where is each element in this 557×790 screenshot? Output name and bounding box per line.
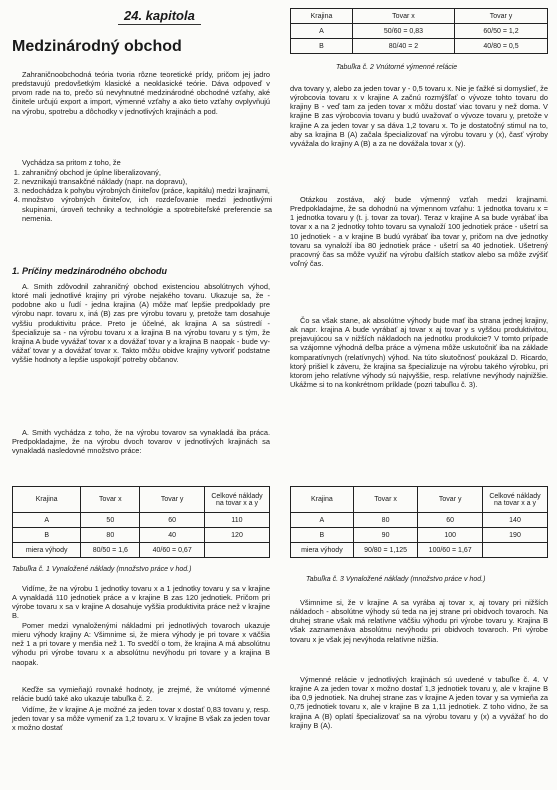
table-cell: A (291, 513, 354, 528)
table-header-cell: Krajina (13, 487, 81, 513)
table-row (13, 528, 270, 543)
table-header-cell: Tovar x (81, 487, 140, 513)
cost-table-1 (12, 486, 270, 558)
table-header-cell: Tovar x (352, 9, 454, 24)
table-cell: 80 (81, 528, 140, 543)
table-cell: B (291, 39, 353, 54)
right-paragraph-4: Všimnime si, že v krajine A sa vyrába aj tovar x, aj tovary pri nižších nákladoch - absolútne výhody sú teda na jej strane pri obidvoch tovaroch. Na druhej strane však má relatívne väčšiu výhodu pri výrobe tovaru y. Krajina B však zaznamenáva absolútnu nevýhodu pri obidvoch tovaroch. Pri výrobe tovaru x je však jej nevýhoda relatívne nižšia. (290, 598, 548, 644)
table-cell: 80/50 = 1,6 (81, 543, 140, 558)
table-cell: 40/80 = 0,5 (454, 39, 547, 54)
table-row (291, 24, 548, 39)
table-header-cell: Tovar y (418, 487, 483, 513)
table-cell: 60/50 = 1,2 (454, 24, 547, 39)
list-item: 2. nevznikajú transakčné náklady (napr. na dopravu), (22, 177, 272, 186)
table-cell: 190 (483, 528, 548, 543)
list-item: 4. množstvo výrobných činiteľov, ich rozdeľovanie medzi jednotlivými skupinami, úroveň techniky a technológie a spotrebiteľské preferencie sa nemenia. (22, 195, 272, 222)
table-header-cell: Tovar y (140, 487, 205, 513)
table-header-cell: Krajina (291, 9, 353, 24)
table-header-cell: Celkové náklady na tovar x a y (483, 487, 548, 513)
table-cell: 100 (418, 528, 483, 543)
list-item: 3. nedochádza k pohybu výrobných činiteľov (práce, kapitálu) medzi krajinami, (22, 186, 272, 195)
paragraph-advantage: Pomer medzi vynaloženými nákladmi pri jednotlivých tovaroch ukazuje mieru výhody krajiny A: Všimnime si, že miera výhody je pri tovare x väčšia než 1 a pri tovare y menšia než 1. To svedčí o tom, že krajina A má absolútnu výhodu pri výrobe tovaru x a absolútnu nevýhodu pri tovare y a krajina B naopak. (12, 621, 270, 667)
table-cell: miera výhody (13, 543, 81, 558)
table-cell: 60 (140, 513, 205, 528)
table-cell (483, 543, 548, 558)
table-cell: 40/60 = 0,67 (140, 543, 205, 558)
table-cell: A (13, 513, 81, 528)
exchange-table-2 (290, 8, 548, 54)
right-paragraph-5: Výmenné relácie v jednotlivých krajinách sú uvedené v tabuľke č. 4. V krajine A za jeden tovar x možno dostať 1,3 jednotiek tovaru y, ale v krajine B iba 0,9 jednotiek. Na druhej strane zas v krajine A jeden tovar y sa vymieňa za 0,75 jednotiek tovaru x, ale v krajine B za 1,11 jednotiek. Z toho vidno, že sa krajina A (B) oplatí špecializovať sa na výrobu tovaru y (x) a vyvážať ho do krajiny B (A). (290, 675, 548, 730)
table-header-cell: Tovar y (454, 9, 547, 24)
table-row (291, 543, 548, 558)
table-header-cell: Tovar x (353, 487, 418, 513)
table-cell: 60 (418, 513, 483, 528)
table-row (291, 513, 548, 528)
table-cell: 50/60 = 0,83 (352, 24, 454, 39)
table-cell: 80 (353, 513, 418, 528)
table-caption-2: Tabuľka č. 2 Vnútorné výmenné relácie (336, 64, 458, 71)
paragraph-ratios: Vidíme, že v krajine A je možné za jeden tovar x dostať 0,83 tovaru y, resp. jeden tovar y sa môže vymeniť za 1,2 tovaru x. V krajine B však za jeden tovar x možno dostať (12, 705, 270, 733)
table-cell: B (291, 528, 354, 543)
table-cell: A (291, 24, 353, 39)
smith-paragraph-1: A. Smith zdôvodnil zahraničný obchod existenciou absolútnych výhod, ktoré mali jednotlivé krajiny pri výrobe nejakého tovaru. Ukazuje sa, že - podobne ako u ľudí - jedna krajina (A) môže mať lepšie predpoklady pre výrobu napr. tovaru x, iná (B) zas pre výrobu tovaru y, pretože tam dosahuje vyššiu produktivitu práce. Preto je účelné, ak krajina A sa sústredí - špecializuje sa - na výrobu tovaru x a krajina B na výrobu tovaru y s tým, že krajina A bude vyvážať tovar x a dovážať tovar y a krajina B naopak - bude vyvážať tovar y a dovážať tovar x. Takto môžu obidve krajiny vytvoriť podstatne vyššie hodnoty a lepšie uspokojiť potreby občanov. (12, 282, 270, 365)
table-cell (205, 543, 270, 558)
table-header-cell: Krajina (291, 487, 354, 513)
table-row (13, 543, 270, 558)
table-header-row (291, 487, 548, 513)
smith-paragraph-2: A. Smith vychádza z toho, že na výrobu tovarov sa vynakladá iba práca. Predpokladajme, že na výrobu dvoch tovarov v jednotlivých krajinách sa vynakladá nasledovné množstvo práce: (12, 428, 270, 456)
table-cell: 40 (140, 528, 205, 543)
right-paragraph-3: Čo sa však stane, ak absolútne výhody bude mať iba strana jednej krajiny, ak napr. krajina A bude vyrábať aj tovar x aj tovar y s vyššou produktivitou, prejavujúcou sa v nižších nákladoch na jednotku produkcie? V tomto prípade sa vzájomne výhodná deľba práce a výmena môže uskutočniť iba na základe komparatívnych (relatívnych) výhod. Na túto skutočnosť poukázal D. Ricardo, ktorý prišiel k záveru, že krajina sa špecializuje na výrobu takého výrobku, pri ktorom jeho relatívne výhody sú najvyššie, resp. relatívne nevýhody najnižšie. Ukážme si to na konkrétnom príklade (pozri tabuľku č. 3). (290, 316, 548, 390)
table-cell: 80/40 = 2 (352, 39, 454, 54)
list-item: 1. zahraničný obchod je úplne liberalizovaný, (22, 168, 272, 177)
table-row (13, 513, 270, 528)
table-cell: 100/60 = 1,67 (418, 543, 483, 558)
cost-table-3 (290, 486, 548, 558)
table-header-row (13, 487, 270, 513)
table-header-row (291, 9, 548, 24)
table-caption-1: Tabuľka č. 1 Vynaložené náklady (množstvo práce v hod.) (12, 566, 192, 573)
table-caption-3: Tabuľka č. 3 Vynaložené náklady (množstvo práce v hod.) (306, 576, 486, 583)
assumptions-list (12, 168, 272, 223)
section-heading: 1. Príčiny medzinárodného obchodu (12, 266, 168, 276)
paragraph-costs: Vidíme, že na výrobu 1 jednotky tovaru x a 1 jednotky tovaru y sa v krajine A vynakladá 110 jednotiek práce a v krajine B zas 120 jednotiek. Pričom pri výrobe tovaru x sa v krajine A dosahuje vyššia produktivita práce než v krajine B. (12, 584, 270, 621)
table-row (291, 528, 548, 543)
table-cell: 110 (205, 513, 270, 528)
right-paragraph-2: Otázkou zostáva, aký bude výmenný vzťah medzi krajinami. Predpokladajme, že sa dohodnú na výmennom vzťahu: 1 jednotka tovaru x = 1 jednotka tovaru y (t. j. tovar za tovar). Teraz v krajine A sa bude vyrábať iba tovar x a na 2 jednotky tohto tovaru sa vynaloží 100 jednotiek práce - ušetrí sa 10 jednotiek - a v krajine B budú vyrábať iba tovar y, pričom na dve jednotky tovaru sa vynaloží iba 80 jednotiek práce - ušetrí sa 40 jednotiek. Ušetrený pracovný čas sa môže využiť na výrobu ďalších statkov alebo sa môže zvýšiť voľný čas. (290, 195, 548, 269)
page-title: Medzinárodný obchod (12, 38, 182, 55)
table-cell: 50 (81, 513, 140, 528)
intro-paragraph: Zahraničnoobchodná teória tvoria rôzne teoretické prídy, pričom jej jadro predstavujú predovšetkým klasické a neoklasické teórie. Dáva odpoveď v prvom rade na to, prečo sú nevyhnutné medzinárodné obchodné vzťahy, aké činitele určujú export a import, výmenné vzťahy a ako tieto vzťahy ovplyvňujú na výrobu, spotrebu a dôchodky v jednotlivých krajinách a pod. (12, 70, 270, 116)
table-row (291, 39, 548, 54)
table-cell: B (13, 528, 81, 543)
table-cell: 120 (205, 528, 270, 543)
table-cell: miera výhody (291, 543, 354, 558)
assumptions-lead: Vychádza sa pritom z toho, že (22, 158, 121, 167)
paragraph-exchange: Keďže sa vymieňajú rovnaké hodnoty, je zrejmé, že vnútorné výmenné relácie budú také ako ukazuje tabuľka č. 2. (12, 685, 270, 704)
table-cell: 90/80 = 1,125 (353, 543, 418, 558)
table-cell: 90 (353, 528, 418, 543)
chapter-heading: 24. kapitola (118, 8, 201, 25)
table-cell: 140 (483, 513, 548, 528)
right-paragraph-1: dva tovary y, alebo za jeden tovar y - 0,5 tovaru x. Nie je ťažké si domyslieť, že výrobcovia tovaru x v krajine A začnú rozmýšľať o vývoze tohto tovaru do krajiny B - veď tam za jeden tovar x môžu dostať viac tovaru y než doma. V krajine B zas výrobcovia tovaru y budú uvažovať o vývoze tovaru y, pretože v krajine A za jeden tovar y sa dáva 1,2 tovaru x. To je dostatočný stimul na to, aby sa krajina B (A) začala špecializovať na výrobu tovaru y (x), časť výroby vyvážala do krajiny A (B) a za ne dovážala tovar x (y). (290, 84, 548, 148)
table-header-cell: Celkové náklady na tovar x a y (205, 487, 270, 513)
